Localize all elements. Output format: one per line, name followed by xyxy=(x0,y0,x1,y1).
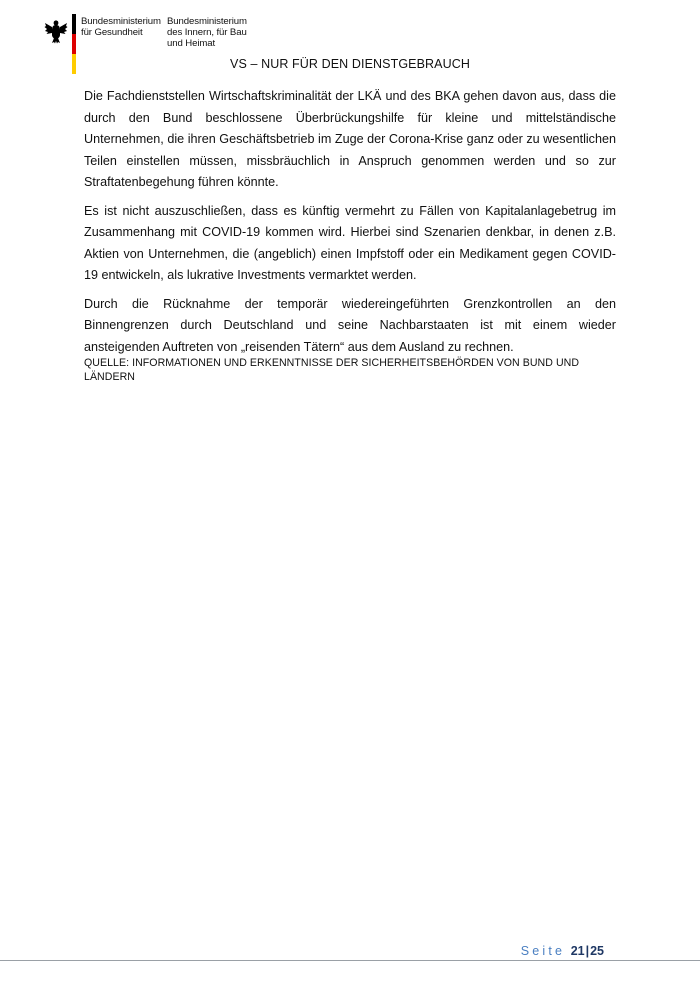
source-note: QUELLE: INFORMATIONEN UND ERKENNTNISSE DER SICHERHEITSBEHÖRDEN VON BUND UND LÄNDERN xyxy=(84,357,580,383)
ministry-health-line: Bundesministerium xyxy=(81,16,161,27)
page-number xyxy=(521,944,604,958)
federal-eagle-icon xyxy=(44,18,68,44)
body-paragraph: Die Fachdienststellen Wirtschaftskriminalität der LKÄ und des BKA gehen davon aus, dass die durch den Bund beschlossene Überbrückungshilfe für kleine und mittelständische Unternehmen, die ihren Geschäftsbetrieb im Zuge der Corona-Krise ganz oder zu wesentlichen Teilen einstellen müssen, missbräuchlich in Anspruch genommen werden und so zur Straftatenbegehung führen könnte. xyxy=(84,89,616,189)
flag-stripe-red xyxy=(72,34,76,54)
document-body xyxy=(84,86,616,365)
total-pages: 25 xyxy=(590,944,604,958)
flag-stripe-black xyxy=(72,14,76,34)
ministry-health-name xyxy=(81,16,161,38)
ministry-interior-line: des Innern, für Bau xyxy=(167,27,247,38)
classification-marking: VS – NUR FÜR DEN DIENSTGEBRAUCH xyxy=(230,57,470,71)
footer-divider xyxy=(0,960,700,961)
ministry-interior-line: Bundesministerium xyxy=(167,16,247,27)
page-label: Seite xyxy=(520,944,566,958)
ministry-interior-line: und Heimat xyxy=(167,38,216,49)
ministry-health-line: für Gesundheit xyxy=(81,27,143,38)
body-paragraph: Durch die Rücknahme der temporär wiedereingeführten Grenzkontrollen an den Binnengrenzen durch Deutschland und seine Nachbarstaaten ist mit einem wieder ansteigenden Auftreten von „reisenden Tätern“ aus dem Ausland zu rechnen. xyxy=(84,296,616,354)
current-page: 21 xyxy=(570,944,585,958)
page-separator: | xyxy=(585,944,590,958)
ministry-interior-name xyxy=(167,16,247,49)
body-paragraph: Es ist nicht auszuschließen, dass es künftig vermehrt zu Fällen von Kapitalanlagebetrug im Zusammenhang mit COVID-19 kommen wird. Hierbei sind Szenarien denkbar, in denen z.B. Aktien von Unternehmen, die (angeblich) einen Impfstoff oder ein Medikament gegen COVID-19 entwickeln, als lukrative Investments vermarktet werden. xyxy=(84,203,616,282)
